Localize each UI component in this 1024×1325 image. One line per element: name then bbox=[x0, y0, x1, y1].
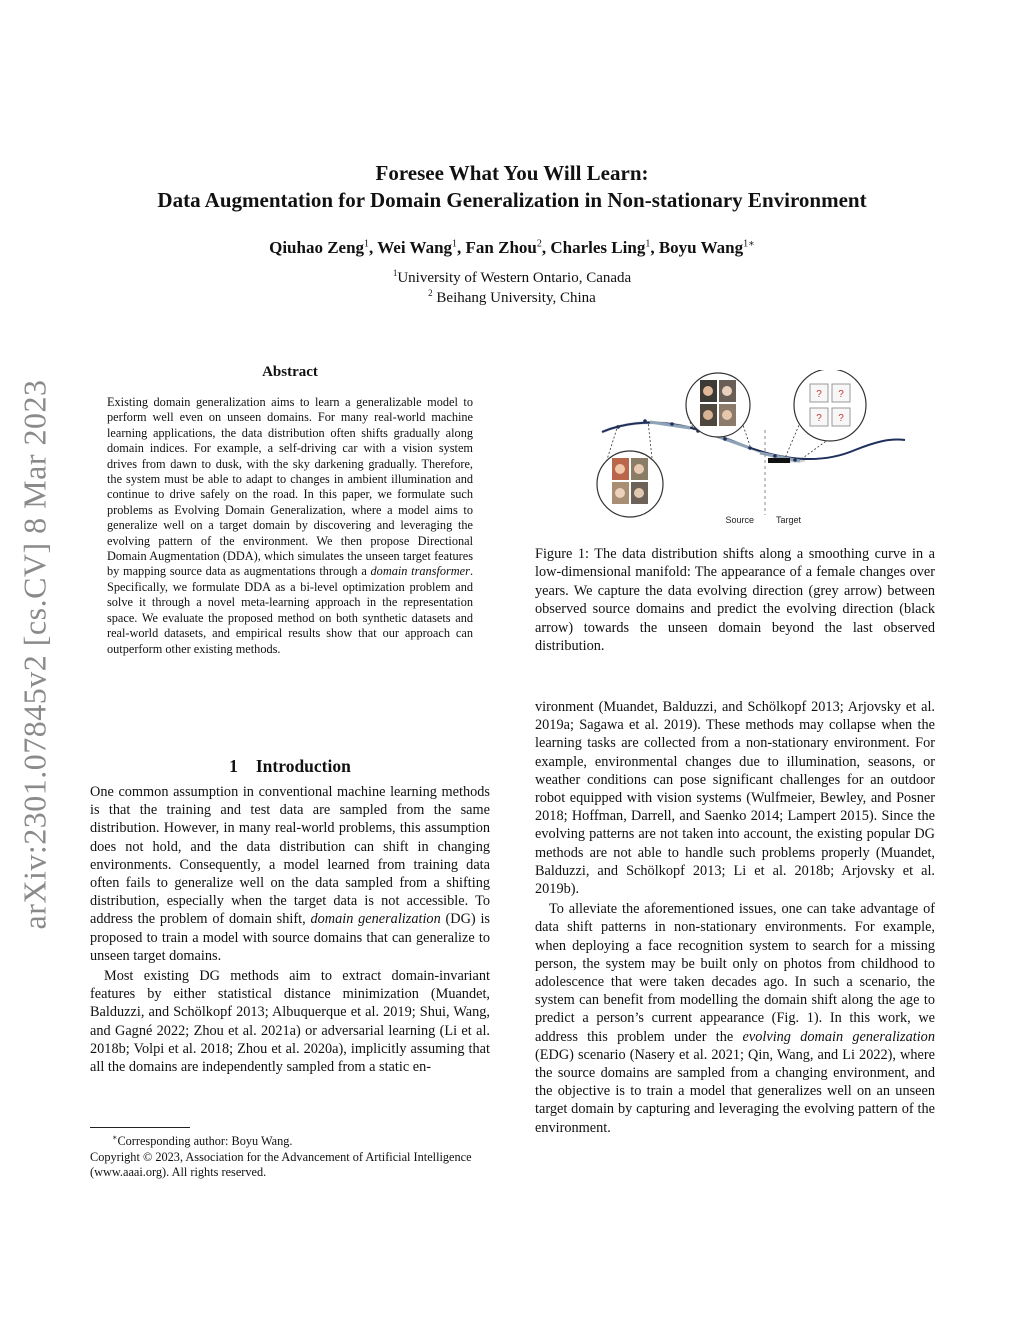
affiliation-2: $^2$ Beihang University, China bbox=[428, 288, 596, 306]
title-line-1: Foresee What You Will Learn: bbox=[375, 161, 649, 185]
footnote-rule bbox=[90, 1127, 190, 1128]
unknown-target-circle bbox=[794, 370, 866, 441]
abstract-section bbox=[107, 364, 473, 657]
author-affil-sup: 1∗ bbox=[743, 238, 755, 250]
faces-circle-adolescence bbox=[686, 373, 750, 437]
arxiv-side-stamp: arXiv:2301.07845v2 [cs.CV] 8 Mar 2023 bbox=[16, 379, 53, 929]
figure-1-caption: Figure 1: The data distribution shifts along a smoothing curve in a low-dimensional manifold: The appearance of a female changes over years. We capture the data evolving direction (grey arrow) between observed source domains and predict the evolving direction (black arrow) towards the unseen domain beyond the last observed distribution. bbox=[535, 546, 935, 655]
manifold-diagram bbox=[590, 370, 940, 530]
figure-1 bbox=[590, 370, 940, 530]
section-heading-introduction: 1 Introduction bbox=[229, 756, 351, 776]
paragraph: One common assumption in conventional machine learning methods is that the training and test data are sampled from the same distribution. However, in many real-world problems, this assumption does not hold, and the data distribution can shift in changing environments. Consequently, a model learned from training data often fails to generalize well on the data sampled from a shifting distribution, especially when the target data is not accessible. To address the problem of domain shift, domain generalization (DG) is proposed to train a model with source domains that can generalize to unseen target domains. bbox=[90, 784, 490, 964]
abstract-heading: Abstract bbox=[262, 364, 318, 380]
paper-title bbox=[0, 160, 1024, 214]
source-label: Source bbox=[725, 515, 754, 525]
manifold-curve bbox=[602, 423, 905, 459]
author: Qiuhao Zeng bbox=[269, 238, 365, 257]
unknown-mark: ? bbox=[816, 413, 822, 424]
affiliation-1: $^1$University of Western Ontario, Canada bbox=[392, 268, 632, 286]
author-affil-sup: 1 bbox=[364, 238, 370, 250]
author: Fan Zhou bbox=[465, 238, 537, 257]
right-column-body bbox=[535, 698, 935, 1137]
author: Charles Ling bbox=[550, 238, 646, 257]
paragraph: vironment (Muandet, Balduzzi, and Schölkopf 2013; Arjovsky et al. 2019a; Sagawa et al. 2019). These methods may collapse when the learning tasks are collected from a non-stationary environment. For example, environmental changes due to illumination, seasons, or weather conditions can pose significant challenges for an outdoor robot equipped with vision systems (Wulfmeier, Bewley, and Posner 2018; Hoffman, Darrell, and Saenko 2014; Lampert 2015). Since the evolving patterns are not taken into account, the existing popular DG methods are not able to handle such problems properly (Muandet, Balduzzi, and Schölkopf 2013; Li et al. 2018b; Arjovsky et al. 2019b). bbox=[535, 699, 935, 898]
author-affil-sup: 1 bbox=[452, 238, 458, 250]
unknown-mark: ? bbox=[838, 389, 844, 400]
author-affil-sup: 2 bbox=[536, 238, 542, 250]
unknown-mark: ? bbox=[816, 389, 822, 400]
corresponding-author-note: ∗Corresponding author: Boyu Wang. bbox=[112, 1133, 293, 1149]
black-arrow bbox=[768, 458, 790, 463]
unknown-mark: ? bbox=[838, 413, 844, 424]
title-line-2: Data Augmentation for Domain Generalization in Non-stationary Environment bbox=[157, 188, 867, 212]
author: Boyu Wang bbox=[658, 238, 744, 257]
introduction-body bbox=[90, 783, 490, 1076]
target-label: Target bbox=[776, 515, 802, 525]
paragraph: Most existing DG methods aim to extract domain-invariant features by either statistical distance minimization (Muandet, Balduzzi, and Schölkopf 2013; Albuquerque et al. 2019; Shui, Wang, and Gagné 2022; Zhou et al. 2021a) or adversarial learning (Li et al. 2018b; Volpi et al. 2018; Zhou et al. 2020a), implicitly assuming that all the domains are independently sampled from a static en- bbox=[90, 968, 490, 1076]
paragraph: To alleviate the aforementioned issues, one can take advantage of data shift patterns in non-stationary environments. For example, when deploying a face recognition system to search for a missing person, the system may be built only on photos from childhood to adolescence that were taken decades ago. In such a scenario, the system can benefit from modelling the domain shift along the age to predict a person’s current appearance (Fig. 1). In this work, we address this problem under the evolving domain generalization (EDG) scenario (Nasery et al. 2021; Qin, Wang, and Li 2022), where the source domains are sampled from a changing environment, and the objective is to train a model that generalizes well on an unseen target domain by capturing and leveraging the evolving pattern of the environment. bbox=[535, 901, 935, 1136]
abstract-body: Existing domain generalization aims to learn a generalizable model to perform well even on unseen domains. For many real-world machine learning applications, the data distribution often shifts gradually along domain indices. For example, a self-driving car with a vision system drives from dawn to dusk, with the sky darkening gradually. Therefore, the system must be able to adapt to changes in ambient illumination and continue to drive safely on the road. In this paper, we formulate such problems as Evolving Domain Generalization, where a model aims to generalize well on a target domain by discovering and leveraging the evolving pattern of the environment. We then propose Directional Domain Augmentation (DDA), which simulates the unseen target features by mapping source data as augmentations through a domain transformer. Specifically, we formulate DDA as a bi-level optimization problem and solve it through a novel meta-learning approach in the representation space. We evaluate the proposed method on both synthetic datasets and real-world datasets, and empirical results show that our approach can outperform other existing methods. bbox=[107, 395, 474, 656]
copyright-note: Copyright © 2023, Association for the Advancement of Artificial Intelligence (www.aaai.org). All rights reserved. bbox=[90, 1149, 472, 1180]
author-affil-sup: 1 bbox=[645, 238, 651, 250]
faces-circle-childhood bbox=[597, 451, 663, 517]
author-list: Qiuhao Zeng$^1$, Wei Wang$^1$, Fan Zhou$^2$, Charles Ling$^1$, Boyu Wang$^{1∗}$ bbox=[269, 238, 755, 257]
footnote bbox=[90, 1130, 490, 1181]
author: Wei Wang bbox=[377, 238, 453, 257]
